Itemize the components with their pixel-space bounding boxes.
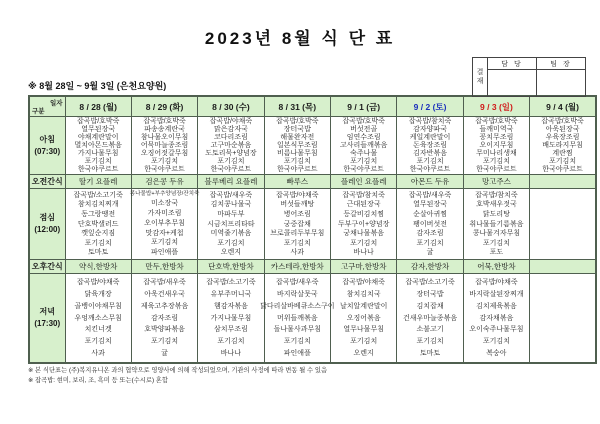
menu-item: 브로콜리두부무침 xyxy=(270,230,325,238)
menu-item: 참치김치찌개 xyxy=(77,201,119,209)
date-header-2: 8 / 29 (화) xyxy=(131,96,197,117)
menu-item: 포기김치 xyxy=(84,239,112,247)
page-title: 2023년 8월 식 단 표 xyxy=(204,29,396,48)
menu-item: 햄감자볶음 xyxy=(214,302,248,310)
menu-item: 포기김치 xyxy=(217,338,245,346)
snack-item: 딸기 요플레 xyxy=(79,177,118,186)
footnotes xyxy=(28,366,600,386)
menu-item: 유부주머니국 xyxy=(210,290,252,298)
menu-item: 잡곡밥/호박죽 xyxy=(541,118,584,125)
approval-sign-cell-team-lead xyxy=(537,70,586,97)
menu-item: 잡곡밥/새우죽 xyxy=(209,191,253,199)
menu-item: 취나물들기름볶음 xyxy=(469,220,524,228)
menu-item: 미소장국 xyxy=(151,200,179,208)
menu-item: 오징어볶음 xyxy=(346,314,381,322)
snack-cell xyxy=(131,175,197,189)
menu-cell xyxy=(264,117,330,175)
date-header-3: 8 / 30 (수) xyxy=(198,96,264,117)
menu-item: 김치잡채 xyxy=(416,302,444,310)
menu-item: 포기김치 xyxy=(350,338,378,346)
menu-item: 잡곡밥/참치죽 xyxy=(408,118,452,125)
menu-item: 포기김치 xyxy=(283,338,311,346)
menu-cell xyxy=(530,117,596,175)
snack-cell xyxy=(463,175,529,189)
menu-item: 포기김치 xyxy=(482,158,510,165)
menu-item: 오이부추무침 xyxy=(144,219,185,227)
menu-item: 잡곡밥/새우죽 xyxy=(408,191,452,199)
menu-item: 잡곡밥/소고기죽 xyxy=(405,278,455,286)
date-header-7: 9 / 3 (일) xyxy=(463,96,529,117)
menu-item: 포기김치 xyxy=(84,158,112,165)
menu-item: 귤 xyxy=(426,249,434,257)
menu-item: 포기김치 xyxy=(416,158,444,165)
menu-item: 맑은감자국 xyxy=(214,126,248,133)
snack-item: 빠루스 xyxy=(286,177,309,186)
menu-table xyxy=(28,95,597,364)
meal-row-breakfast xyxy=(29,117,596,175)
menu-item: 포기김치 xyxy=(151,239,179,247)
menu-cell xyxy=(397,189,463,260)
menu-item: 아욱된장국 xyxy=(545,126,580,133)
menu-item: 콩나물밥+부추양념장/잔치죽 xyxy=(129,190,200,197)
approval-box xyxy=(472,57,586,97)
menu-item: 머위들깨볶음 xyxy=(277,314,318,322)
snack-cell xyxy=(131,260,197,274)
menu-item: 참나물오이무침 xyxy=(140,134,189,141)
row-label-breakfast: 아침 (07:30) xyxy=(29,117,65,175)
menu-item: 궁채나물볶음 xyxy=(343,230,384,238)
menu-item: 돈육장조림 xyxy=(413,142,447,149)
snack-cell xyxy=(331,175,397,189)
menu-item: 바지락살된장찌개 xyxy=(469,290,524,298)
row-label-snack-am: 오전간식 xyxy=(29,175,65,189)
menu-item: 포기김치 xyxy=(217,158,245,165)
menu-item: 잡곡밥/호박죽 xyxy=(143,118,186,125)
snack-cell xyxy=(198,175,264,189)
menu-item: 고구마순볶음 xyxy=(210,142,252,149)
menu-item: 한국야쿠르트 xyxy=(210,166,252,173)
menu-item: 파인애플 xyxy=(283,350,311,358)
snack-item: 플레인 요플레 xyxy=(340,177,387,186)
menu-item: 감자조림 xyxy=(151,314,179,322)
menu-item: 열무된장국 xyxy=(413,201,447,209)
snack-item: 블루베리 요플레 xyxy=(204,177,258,186)
snack-cell xyxy=(530,260,596,274)
menu-item: 잡곡밥/야채죽 xyxy=(276,191,319,199)
approval-sign-cell-manager xyxy=(488,70,537,97)
menu-cell xyxy=(530,189,596,260)
menu-item: 복숭아 xyxy=(486,350,507,358)
menu-item: 가지나물무침 xyxy=(77,150,119,157)
menu-item: 소불고기 xyxy=(416,326,444,334)
menu-item: 오렌지 xyxy=(353,350,374,358)
menu-item: 우육장조림 xyxy=(545,134,580,141)
menu-item: 제육고추장볶음 xyxy=(140,302,189,310)
corner-label-category: 구분 xyxy=(32,108,45,115)
menu-item: 어묵마늘종조림 xyxy=(140,142,189,149)
menu-item: 잡곡밥/참치죽 xyxy=(342,191,385,199)
menu-item: 바나나 xyxy=(220,350,242,358)
menu-item: 포기김치 xyxy=(217,239,245,247)
menu-item: 한국야쿠르트 xyxy=(409,166,451,173)
snack-cell xyxy=(65,260,131,274)
menu-item: 잡곡밥/야채죽 xyxy=(342,278,385,286)
menu-cell xyxy=(198,189,264,260)
menu-item: 비름나물무침 xyxy=(277,150,318,157)
menu-item: 호박새우젓국 xyxy=(476,201,517,209)
menu-item: 오이지무침 xyxy=(479,142,514,149)
menu-item: 등갈비김치찜 xyxy=(343,210,384,218)
date-range-subtitle: ※ 8월 28일 ~ 9월 3일 (은천요양원) xyxy=(28,81,167,91)
menu-cell xyxy=(198,117,264,175)
menu-item: 오징어젓갈무침 xyxy=(140,150,189,157)
snack-cell xyxy=(65,175,131,189)
menu-item: 토마토 xyxy=(419,350,441,358)
menu-item: 코다리조림 xyxy=(214,134,248,141)
menu-item: 포기김치 xyxy=(549,158,577,165)
menu-item: 사과 xyxy=(290,249,305,257)
date-header-6: 9 / 2 (토) xyxy=(397,96,463,117)
menu-item: 골뱅이야채무침 xyxy=(74,302,122,310)
menu-item: 궁중잡채 xyxy=(283,220,311,228)
approval-stamp-label: 결재 xyxy=(473,58,488,97)
menu-item: 오렌지 xyxy=(220,249,242,257)
snack-cell xyxy=(264,260,330,274)
menu-item: 장터국밥 xyxy=(416,290,444,298)
menu-item: 열무된장국 xyxy=(81,126,116,133)
menu-item: 잡곡밥/야채죽 xyxy=(76,278,120,286)
menu-item: 포기김치 xyxy=(482,338,510,346)
menu-item: 사과 xyxy=(91,350,105,358)
menu-item: 한국야쿠르트 xyxy=(77,166,119,173)
menu-item: 아욱건새우국 xyxy=(144,290,185,298)
snack-item: 고구마,한방차 xyxy=(340,262,387,271)
menu-cell xyxy=(65,117,131,175)
menu-item: 바지락살뭇국 xyxy=(277,290,318,298)
menu-item: 참치김치국 xyxy=(346,290,381,298)
menu-item: 잡곡밥/새우죽 xyxy=(143,278,186,286)
menu-cell xyxy=(331,117,397,175)
menu-item: 케일계란말이 xyxy=(409,134,451,141)
row-label-lunch: 점심 (12:00) xyxy=(29,189,65,260)
menu-cell xyxy=(397,117,463,175)
menu-item: 감자채볶음 xyxy=(479,314,514,322)
menu-item: 감자조림 xyxy=(416,230,444,238)
menu-item: 김치콩나물국 xyxy=(210,201,252,209)
menu-cell xyxy=(463,117,529,175)
meal-row-lunch xyxy=(29,189,596,260)
menu-item: 포기김치 xyxy=(151,158,179,165)
menu-cell xyxy=(260,274,335,364)
snack-cell xyxy=(397,260,463,274)
menu-cell xyxy=(65,274,131,364)
corner-cell xyxy=(29,96,65,117)
menu-item: 해물완자전 xyxy=(280,134,315,141)
snack-cell xyxy=(397,175,463,189)
menu-item: 임연수조림 xyxy=(346,134,381,141)
menu-item: 포기김치 xyxy=(151,338,179,346)
menu-item: 맛감자+케첩 xyxy=(145,229,184,237)
menu-item: 숙주나물 xyxy=(350,150,378,157)
menu-item: 들깨미역국 xyxy=(479,126,514,133)
menu-item: 포기김치 xyxy=(84,338,112,346)
menu-cell xyxy=(331,189,397,260)
snack-cell xyxy=(264,175,330,189)
menu-cell xyxy=(530,274,596,364)
menu-item: 호박양파볶음 xyxy=(144,326,185,334)
menu-item: 닭도리탕 xyxy=(482,210,510,218)
menu-item: 파인애플 xyxy=(151,249,179,257)
menu-item: 파송송계란국 xyxy=(144,126,185,133)
menu-cell xyxy=(198,274,264,364)
menu-item: 일본식무조림 xyxy=(277,142,318,149)
meal-row-snack-pm xyxy=(29,260,596,274)
date-header-5: 9 / 1 (금) xyxy=(331,96,397,117)
menu-item: 잡곡밥/소고기죽 xyxy=(206,278,256,286)
menu-item: 깻잎순지짐 xyxy=(81,230,116,238)
menu-item: 멸치아몬드볶음 xyxy=(74,142,122,149)
menu-cell xyxy=(331,274,397,364)
snack-item: 약식,한방차 xyxy=(79,262,118,271)
menu-item: 포기김치 xyxy=(350,239,378,247)
menu-cell xyxy=(397,274,463,364)
menu-cell xyxy=(129,189,200,260)
menu-item: 시금치프리타타 xyxy=(207,220,255,228)
row-label-dinner: 저녁 (17:30) xyxy=(29,274,65,364)
footnote-source: ※ 본 식단표는 (주)복지유니온 과의 협약으로 영양사에 의해 작성되었으며, 기관의 사정에 따라 변동 될 수 있음 xyxy=(28,367,328,374)
approval-col-team-lead: 팀 장 xyxy=(537,58,586,70)
meal-row-snack-am xyxy=(29,175,596,189)
menu-item: 건새우마늘종볶음 xyxy=(403,314,458,322)
meal-row-dinner xyxy=(29,274,596,364)
menu-item: 잡곡밥/호박죽 xyxy=(276,118,319,125)
snack-cell xyxy=(331,260,397,274)
menu-item: 포기김치 xyxy=(283,158,311,165)
menu-item: 포기김치 xyxy=(482,239,510,247)
menu-item: 병어조림 xyxy=(283,210,311,218)
menu-cell xyxy=(65,189,131,260)
menu-item: 고사리들깨볶음 xyxy=(340,142,388,149)
menu-item: 잡곡밥/새우죽 xyxy=(276,278,319,286)
menu-item: 잡곡밥/호박죽 xyxy=(475,118,518,125)
menu-item: 가지나물무침 xyxy=(210,314,252,322)
menu-item: 돌나물사과무침 xyxy=(273,326,321,334)
menu-item: 포도 xyxy=(489,249,504,257)
snack-item: 아몬드 두유 xyxy=(410,177,450,186)
menu-item: 삼치무조림 xyxy=(214,326,248,334)
menu-item: 배도라지무침 xyxy=(542,142,583,149)
corner-label-date: 일자 xyxy=(49,100,63,107)
menu-item: 날치알계란말이 xyxy=(340,302,388,310)
snack-item: 단호박,한방차 xyxy=(208,262,254,271)
menu-item: 한국야쿠르트 xyxy=(476,166,517,173)
menu-item: 버섯들깨탕 xyxy=(280,201,315,209)
menu-item: 버섯전골 xyxy=(350,126,378,133)
snack-item: 카스테라,한방차 xyxy=(270,262,324,271)
menu-item: 장터국밥 xyxy=(283,126,311,133)
menu-cell xyxy=(131,117,197,175)
menu-item: 포기김치 xyxy=(283,239,311,247)
menu-item: 김치제육볶음 xyxy=(476,302,517,310)
menu-item: 한국야쿠르트 xyxy=(542,166,583,173)
menu-item: 한국야쿠르트 xyxy=(144,166,185,173)
menu-item: 두부구이+양념장 xyxy=(337,220,390,228)
snack-item: 검은콩 두유 xyxy=(145,177,184,186)
menu-item: 잡곡밥/야채죽 xyxy=(209,118,253,125)
menu-item: 잡곡밥/야채죽 xyxy=(475,278,518,286)
menu-cell xyxy=(264,189,330,260)
menu-item: 치킨너겟 xyxy=(84,326,112,334)
menu-item: 계란찜 xyxy=(552,150,573,157)
row-label-snack-pm: 오후간식 xyxy=(29,260,65,274)
menu-item: 순살아귀찜 xyxy=(413,210,447,218)
footnote-grains: ※ 잡곡밥: 현미, 보리, 조, 흑미 등 또는(수시로) 혼합 xyxy=(28,377,168,385)
menu-item: 야채계란말이 xyxy=(77,134,119,141)
snack-item: 어묵,한방차 xyxy=(477,262,516,271)
menu-cell xyxy=(463,274,529,364)
menu-item: 콩나물겨자무침 xyxy=(472,230,521,238)
menu-item: 포기김치 xyxy=(416,239,444,247)
menu-item: 포기김치 xyxy=(350,158,378,165)
date-header-row xyxy=(29,96,596,117)
menu-item: 잡곡밥/호박죽 xyxy=(342,118,385,125)
snack-item: 감자,한방차 xyxy=(410,262,450,271)
menu-item: 잡곡밥/호박죽 xyxy=(76,118,120,125)
snack-item: 만두,한방차 xyxy=(145,262,184,271)
menu-item: 열무나물무침 xyxy=(343,326,384,334)
menu-item: 귤 xyxy=(161,350,168,358)
menu-item: 우엉깨소스무침 xyxy=(74,314,122,322)
date-header-1: 8 / 28 (월) xyxy=(65,96,131,117)
menu-item: 토마토 xyxy=(88,249,109,257)
menu-item: 꽁치무조림 xyxy=(479,134,514,141)
menu-cell xyxy=(463,189,529,260)
menu-item: 포기김치 xyxy=(416,338,444,346)
menu-item: 가자미조림 xyxy=(147,209,182,217)
approval-col-manager: 담 당 xyxy=(488,58,537,70)
date-header-4: 8 / 31 (목) xyxy=(264,96,330,117)
menu-cell xyxy=(131,274,197,364)
menu-item: 한국야쿠르트 xyxy=(343,166,384,173)
menu-item: 닭육개장 xyxy=(84,290,112,298)
menu-item: 미역줄기볶음 xyxy=(210,230,252,238)
menu-item: 잡곡밥/참치죽 xyxy=(475,191,518,199)
menu-item: 바나나 xyxy=(353,249,374,257)
menu-item: 팽이버섯전 xyxy=(413,220,447,228)
menu-item: 한국야쿠르트 xyxy=(277,166,318,173)
menu-item: 김자반볶음 xyxy=(413,150,447,157)
snack-cell xyxy=(198,260,264,274)
menu-item: 근대된장국 xyxy=(346,201,381,209)
menu-item: 감자양파국 xyxy=(413,126,447,133)
menu-item: 닭다리살바베큐소스구이 xyxy=(260,302,335,310)
snack-cell xyxy=(463,260,529,274)
menu-item: 잡곡밥/소고기죽 xyxy=(73,191,123,199)
snack-cell xyxy=(530,175,596,189)
date-header-8: 9 / 4 (월) xyxy=(530,96,596,117)
menu-item: 오이숙주나물무침 xyxy=(469,326,524,334)
menu-item: 단호박샐러드 xyxy=(77,220,119,228)
snack-item: 망고주스 xyxy=(481,177,511,186)
menu-item: 마파두부 xyxy=(217,210,245,218)
menu-item: 동그랑땡전 xyxy=(81,210,116,218)
menu-item: 무미나리생채 xyxy=(476,150,517,157)
menu-item: 도토리묵+양념장 xyxy=(205,150,257,157)
